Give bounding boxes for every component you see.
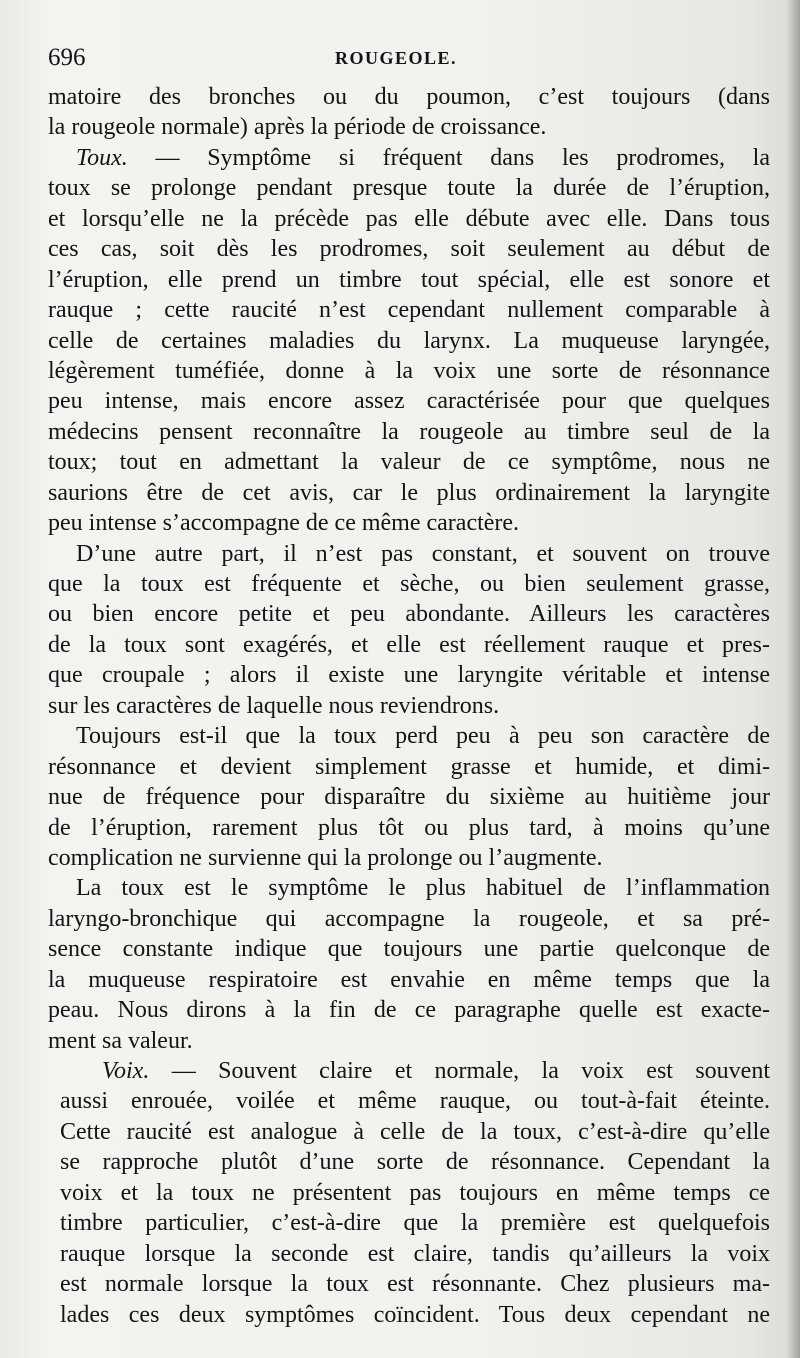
text-line: résonnance et devient simplement grasse et humide, et dimi- [48,753,770,780]
text-line: rauque ; cette raucité n’est cependant nullement comparable à [48,297,770,324]
text-line: la muqueuse respiratoire est envahie en même temps que la [48,966,770,993]
text-line: Cette raucité est analogue à celle de la toux, c’est-à-dire qu’elle [60,1118,770,1145]
text-line: sence constante indique que toujours une partie quelconque de [48,936,770,963]
text-line: et lorsqu’elle ne la précède pas elle débute avec elle. Dans tous [48,205,770,232]
text-line: complication ne survienne qui la prolonge ou l’augmente. [48,844,603,871]
page-number: 696 [48,44,86,71]
text-line: celle de certaines maladies du larynx. La muqueuse laryngée, [48,327,770,354]
body-text [48,82,770,1330]
text-line: La toux est le symptôme le plus habituel de l’inflammation [76,875,770,902]
text-line: ces cas, soit dès les prodromes, soit seulement au début de [48,236,770,263]
text-line: Toujours est-il que la toux perd peu à peu son caractère de [76,723,770,750]
text-line: sur les caractères de laquelle nous reviendrons. [48,692,500,719]
text-line: rauque lorsque la seconde est claire, tandis qu’ailleurs la voix [60,1240,770,1267]
text-line: de l’éruption, rarement plus tôt ou plus tard, à moins qu’une [48,814,770,841]
text-run: — Symptôme si fréquent dans les prodromes, la [127,144,770,171]
text-line: lades ces deux symptômes coïncident. Tous deux cependant ne [60,1301,770,1328]
text-line: peu intense s’accompagne de ce même caractère. [48,510,520,537]
text-line: médecins pensent reconnaître la rougeole au timbre seul de la [48,418,770,445]
text-line: voix et la toux ne présentent pas toujours en même temps ce [60,1179,770,1206]
text-line: ment sa valeur. [48,1027,193,1054]
text-line: ou bien encore petite et peu abondante. Ailleurs les caractères [48,601,770,628]
running-head: ROUGEOLE. [335,48,458,68]
text-line: D’une autre part, il n’est pas constant, et souvent on trouve [76,540,770,567]
text-line: se rapproche plutôt d’une sorte de résonnance. Cependant la [60,1149,770,1176]
text-line: que croupale ; alors il existe une laryngite véritable et intense [48,662,770,689]
text-line: la rougeole normale) après la période de croissance. [48,114,547,141]
text-line: peu intense, mais encore assez caractérisée pour que quelques [48,388,770,415]
paragraph-voix-first-line [48,1056,770,1086]
text-line: est normale lorsque la toux est résonnante. Chez plusieurs ma- [60,1271,770,1298]
text-line: que la toux est fréquente et sèche, ou bien seulement grasse, [48,571,770,597]
text-line: saurions être de cet avis, car le plus ordinairement la laryngite [48,479,770,506]
text-line: peau. Nous dirons à la fin de ce paragraphe quelle est exacte- [48,997,770,1024]
text-line: de la toux sont exagérés, et elle est réellement rauque et pres- [48,631,770,658]
text-line: timbre particulier, c’est-à-dire que la première est quelquefois [60,1210,770,1237]
text-line: l’éruption, elle prend un timbre tout spécial, elle est sonore et [48,266,770,293]
page-header [48,44,738,74]
text-line: aussi enrouée, voilée et même rauque, ou tout-à-fait éteinte. [60,1088,770,1115]
page-edge-shadow [786,0,800,1358]
text-line: nue de fréquence pour disparaître du sixième au huitième jour [48,784,770,811]
text-line: matoire des bronches ou du poumon, c’est toujours (dans [48,84,770,110]
text-line: toux se prolonge pendant presque toute la durée de l’éruption, [48,175,770,202]
text-line: laryngo-bronchique qui accompagne la rougeole, et sa pré- [48,905,770,932]
text-line: légèrement tuméfiée, donne à la voix une sorte de résonnance [48,357,770,384]
section-keyword-toux: Toux. [76,144,128,171]
text-run: — Souvent claire et normale, la voix est souvent [149,1058,770,1084]
paragraph-toux-first-line [48,143,770,173]
text-line: toux; tout en admettant la valeur de ce symptôme, nous ne [48,449,770,476]
section-keyword-voix: Voix. [102,1058,150,1084]
